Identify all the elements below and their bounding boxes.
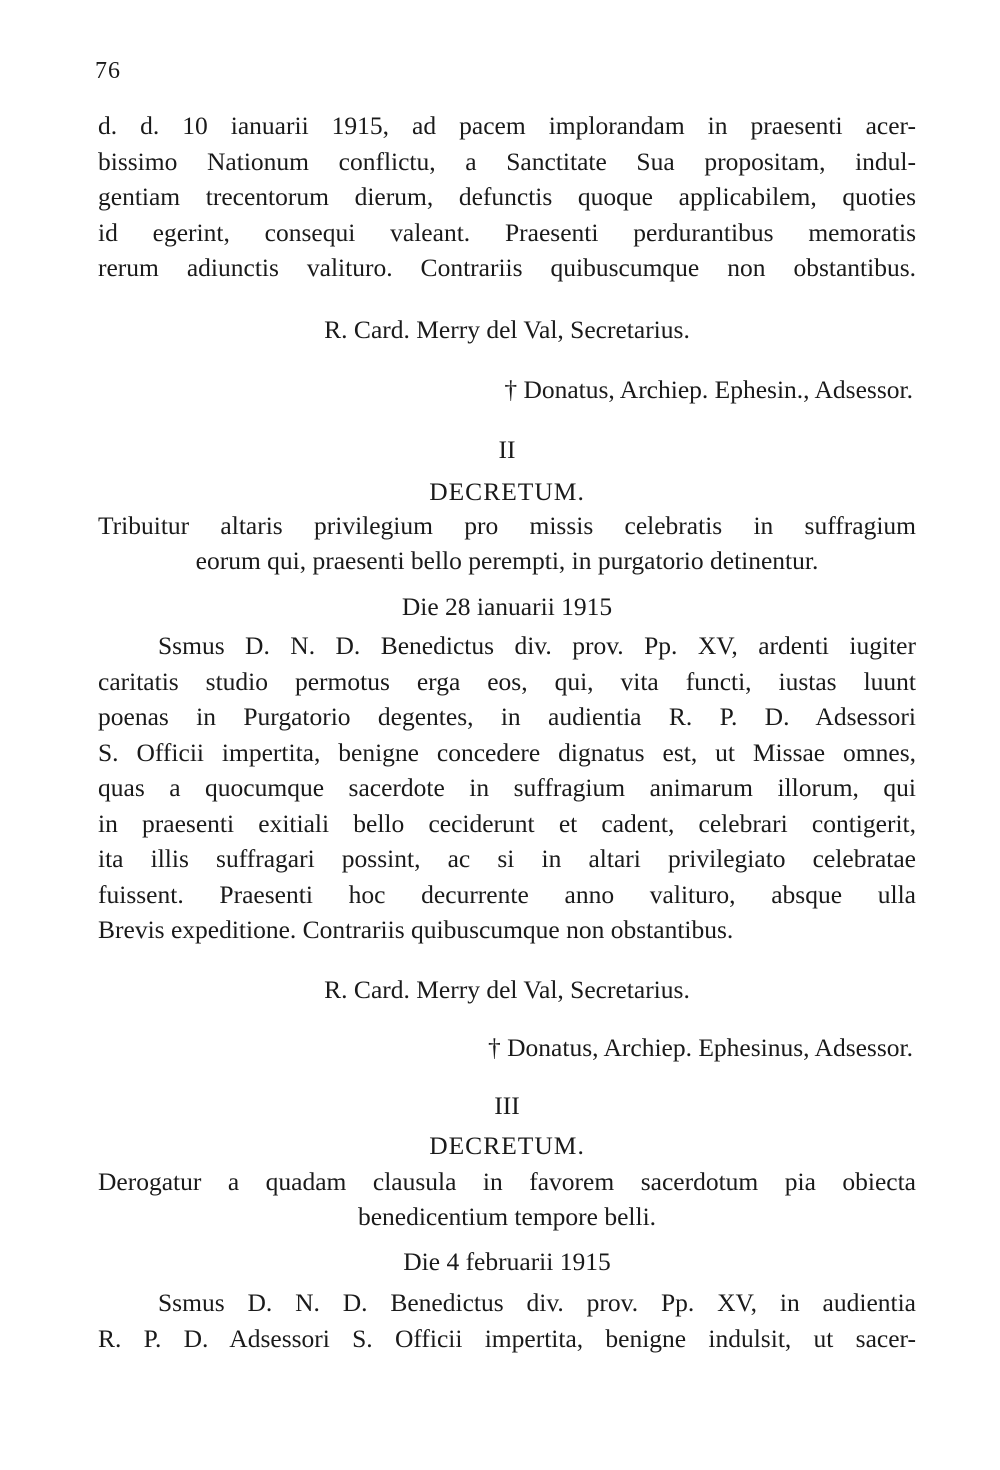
signature-assessor: † Donatus, Archiep. Ephesin., Adsessor. <box>504 375 913 404</box>
intro-paragraph <box>98 108 916 286</box>
text-line: bissimo Nationum conflictu, a Sanctitate Sua propositam, indul- <box>98 146 916 176</box>
text-line: Brevis expeditione. Contrariis quibuscumque non obstantibus. <box>98 915 734 944</box>
signature-assessor: † Donatus, Archiep. Ephesinus, Adsessor. <box>488 1033 913 1062</box>
subtitle-line: eorum qui, praesenti bello perempti, in purgatorio detinentur. <box>195 546 819 575</box>
text-line: Ssmus D. N. D. Benedictus div. prov. Pp. XV, in audientia <box>158 1288 916 1317</box>
text-line: ita illis suffragari possint, ac si in altari privilegiato celebratae <box>98 844 916 873</box>
section-date: Die 28 ianuarii 1915 <box>401 592 613 621</box>
text-line: d. d. 10 ianuarii 1915, ad pacem implorandam in praesenti acer- <box>98 111 916 140</box>
subtitle-line: Tribuitur altaris privilegium pro missis celebratis in suffragium <box>98 511 916 540</box>
section-subtitle <box>98 508 916 578</box>
subtitle-line: benedicentium tempore belli. <box>357 1202 657 1231</box>
text-line: Ssmus D. N. D. Benedictus div. prov. Pp. XV, ardenti iugiter <box>158 631 916 660</box>
text-line: quas a quocumque sacerdote in suffragium animarum illorum, qui <box>98 773 916 802</box>
section-body <box>98 1285 916 1356</box>
signature-secretary: R. Card. Merry del Val, Secretarius. <box>324 315 690 344</box>
section-date: Die 4 februarii 1915 <box>403 1247 611 1276</box>
subtitle-line: Derogatur a quadam clausula in favorem sacerdotum pia obiecta <box>98 1167 916 1196</box>
section-subtitle <box>98 1164 916 1234</box>
text-line: id egerint, consequi valeant. Praesenti perdurantibus memoratis <box>98 217 916 247</box>
text-line: fuissent. Praesenti hoc decurrente anno valituro, absque ulla <box>98 879 916 909</box>
text-line: in praesenti exitiali bello ceciderunt et cadent, celebrari contigerit, <box>98 808 916 838</box>
section-heading: DECRETUM. <box>429 1131 585 1160</box>
section-numeral: III <box>494 1091 520 1120</box>
section-body <box>98 628 916 948</box>
text-line: S. Officii impertita, benigne concedere dignatus est, ut Missae omnes, <box>98 737 916 767</box>
text-line: R. P. D. Adsessori S. Officii impertita, benigne indulsit, ut sacer- <box>98 1323 916 1353</box>
text-line: caritatis studio permotus erga eos, qui, vita functi, iustas luunt <box>98 666 916 696</box>
section-heading: DECRETUM. <box>429 477 585 506</box>
text-line: poenas in Purgatorio degentes, in audientia R. P. D. Adsessori <box>98 702 916 731</box>
text-line: rerum adiunctis valituro. Contrariis quibuscumque non obstantibus. <box>98 253 916 282</box>
signature-secretary: R. Card. Merry del Val, Secretarius. <box>324 975 690 1004</box>
page-number: 76 <box>95 58 121 84</box>
text-line: gentiam trecentorum dierum, defunctis quoque applicabilem, quoties <box>98 182 916 211</box>
section-numeral: II <box>498 435 516 464</box>
